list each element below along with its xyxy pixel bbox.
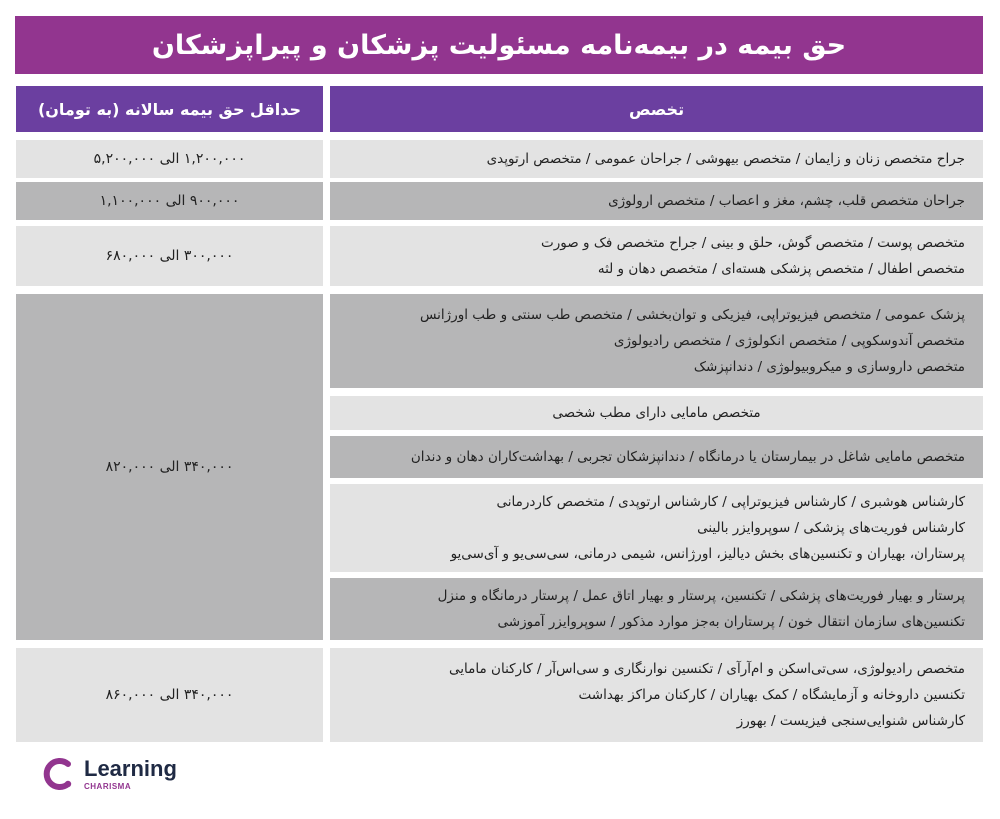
specialty-line: جراحان متخصص قلب، چشم، مغز و اعصاب / متخصص ارولوژی	[608, 193, 965, 209]
specialty-line: پرستار و بهیار فوریت‌های پزشکی / تکنسین، پرستار و بهیار اتاق عمل / پرستار درمانگاه و منزل	[437, 588, 965, 604]
specialty-line: جراح متخصص زنان و زایمان / متخصص بیهوشی / جراحان عمومی / متخصص ارتوپدی	[486, 151, 965, 167]
specialty-cell	[330, 140, 983, 178]
logo-name: Learning	[84, 755, 177, 781]
specialty-line: متخصص پوست / متخصص گوش، حلق و بینی / جراح متخصص فک و صورت	[541, 235, 965, 251]
premium-cell: ۳۰۰,۰۰۰ الی ۶۸۰,۰۰۰	[16, 226, 323, 286]
specialty-line: متخصص اطفال / متخصص پزشکی هسته‌ای / متخصص دهان و لثه	[597, 261, 965, 277]
specialty-line: متخصص داروسازی و میکروبیولوژی / دندانپزشک	[693, 359, 965, 375]
premium-cell: ۱,۲۰۰,۰۰۰ الی ۵,۲۰۰,۰۰۰	[16, 140, 323, 178]
specialty-cell	[330, 484, 983, 572]
specialty-line: متخصص مامایی شاغل در بیمارستان یا درمانگاه / دندانپزشکان تجربی / بهداشت‌کاران دهان و دندان	[410, 449, 965, 465]
specialty-line: کارشناس فوریت‌های پزشکی / سوپروایزر بالینی	[697, 520, 965, 536]
premium-cell: ۳۴۰,۰۰۰ الی ۸۶۰,۰۰۰	[16, 648, 323, 742]
premium-header: حداقل حق بیمه سالانه (به تومان)	[16, 86, 323, 132]
page-title: حق بیمه در بیمه‌نامه مسئولیت پزشکان و پیراپزشکان	[15, 16, 983, 74]
specialty-line: متخصص مامایی دارای مطب شخصی	[552, 405, 761, 421]
specialty-line: پزشک عمومی / متخصص فیزیوتراپی، فیزیکی و توان‌بخشی / متخصص طب سنتی و طب اورژانس	[419, 307, 965, 323]
specialty-line: کارشناس شنوایی‌سنجی فیزیست / بهورز	[736, 713, 965, 729]
specialty-cell	[330, 226, 983, 286]
specialty-line: تکنسین داروخانه و آزمایشگاه / کمک بهیاران / کارکنان مراکز بهداشت	[578, 687, 965, 703]
learning-charisma-logo[interactable]	[38, 755, 177, 793]
specialty-cell	[330, 436, 983, 478]
specialty-line: متخصص آندوسکوپی / متخصص انکولوژی / متخصص رادیولوژی	[613, 333, 965, 349]
logo-subtitle: CHARISMA	[84, 781, 132, 791]
specialty-line: متخصص رادیولوژی، سی‌تی‌اسکن و ام‌آرآی / تکنسین نوارنگاری و سی‌اس‌آر / کارکنان مامایی	[449, 661, 965, 677]
specialty-line: کارشناس هوشبری / کارشناس فیزیوتراپی / کارشناس ارتوپدی / متخصص کاردرمانی	[496, 494, 965, 510]
premium-cell: ۳۴۰,۰۰۰ الی ۸۲۰,۰۰۰	[16, 294, 323, 640]
specialty-line: تکنسین‌های سازمان انتقال خون / پرستاران به‌جز موارد مذکور / سوپروایزر آموزشی	[497, 614, 965, 630]
specialty-cell	[330, 396, 983, 430]
premium-cell: ۹۰۰,۰۰۰ الی ۱,۱۰۰,۰۰۰	[16, 182, 323, 220]
specialty-cell	[330, 648, 983, 742]
specialty-header: تخصص	[330, 86, 983, 132]
specialty-cell	[330, 294, 983, 388]
specialty-line: پرستاران، بهیاران و تکنسین‌های بخش دیالیز، اورژانس، شیمی درمانی، سی‌سی‌یو و آی‌سی‌یو	[450, 546, 965, 562]
specialty-cell	[330, 182, 983, 220]
specialty-cell	[330, 578, 983, 640]
logo-mark-icon	[38, 755, 76, 793]
